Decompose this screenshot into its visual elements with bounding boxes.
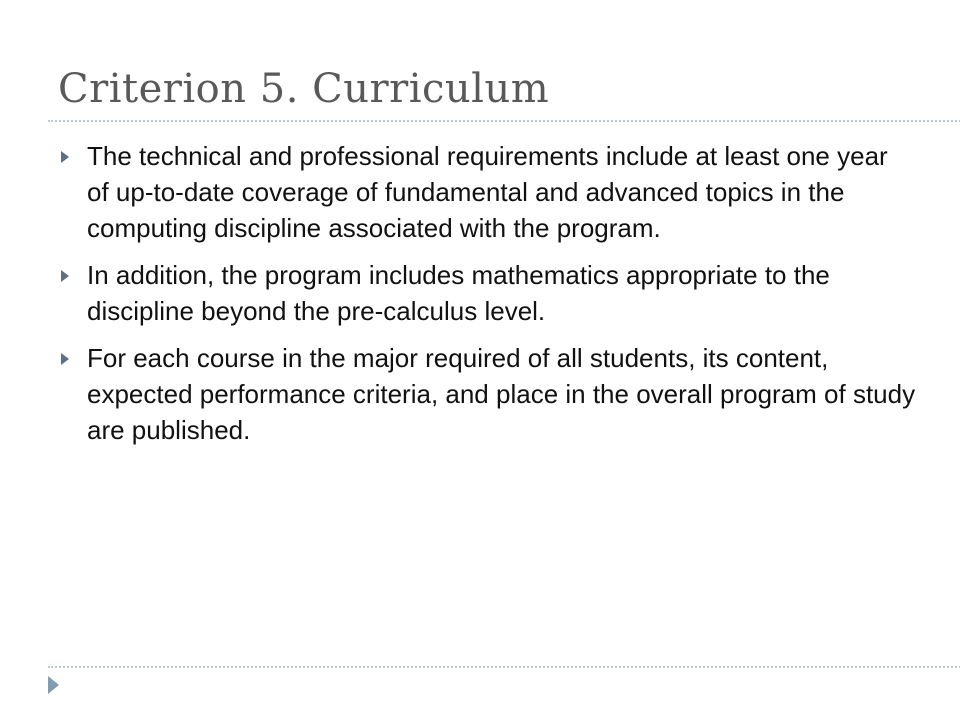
bullet-text: The technical and professional requirements include at least one year of up-to-date coverage of fundamental and advanced topics in the computing discipline associated with the program. <box>87 141 888 243</box>
slide-title: Criterion 5. Curriculum <box>58 66 550 112</box>
bottom-divider <box>48 666 960 668</box>
bullet-item <box>56 340 916 448</box>
top-divider <box>48 120 960 122</box>
bullet-text: For each course in the major required of all students, its content, expected performance criteria, and place in the overall program of study are published. <box>87 343 916 445</box>
bullet-text: In addition, the program includes mathematics appropriate to the discipline beyond the pre-calculus level. <box>87 260 830 326</box>
bullet-item <box>56 257 916 329</box>
triangle-right-icon <box>61 151 69 163</box>
bullet-item <box>56 138 916 246</box>
triangle-right-icon <box>61 353 69 365</box>
bullet-list <box>56 138 916 459</box>
triangle-right-icon <box>61 270 69 282</box>
footer-triangle-icon <box>48 676 59 694</box>
